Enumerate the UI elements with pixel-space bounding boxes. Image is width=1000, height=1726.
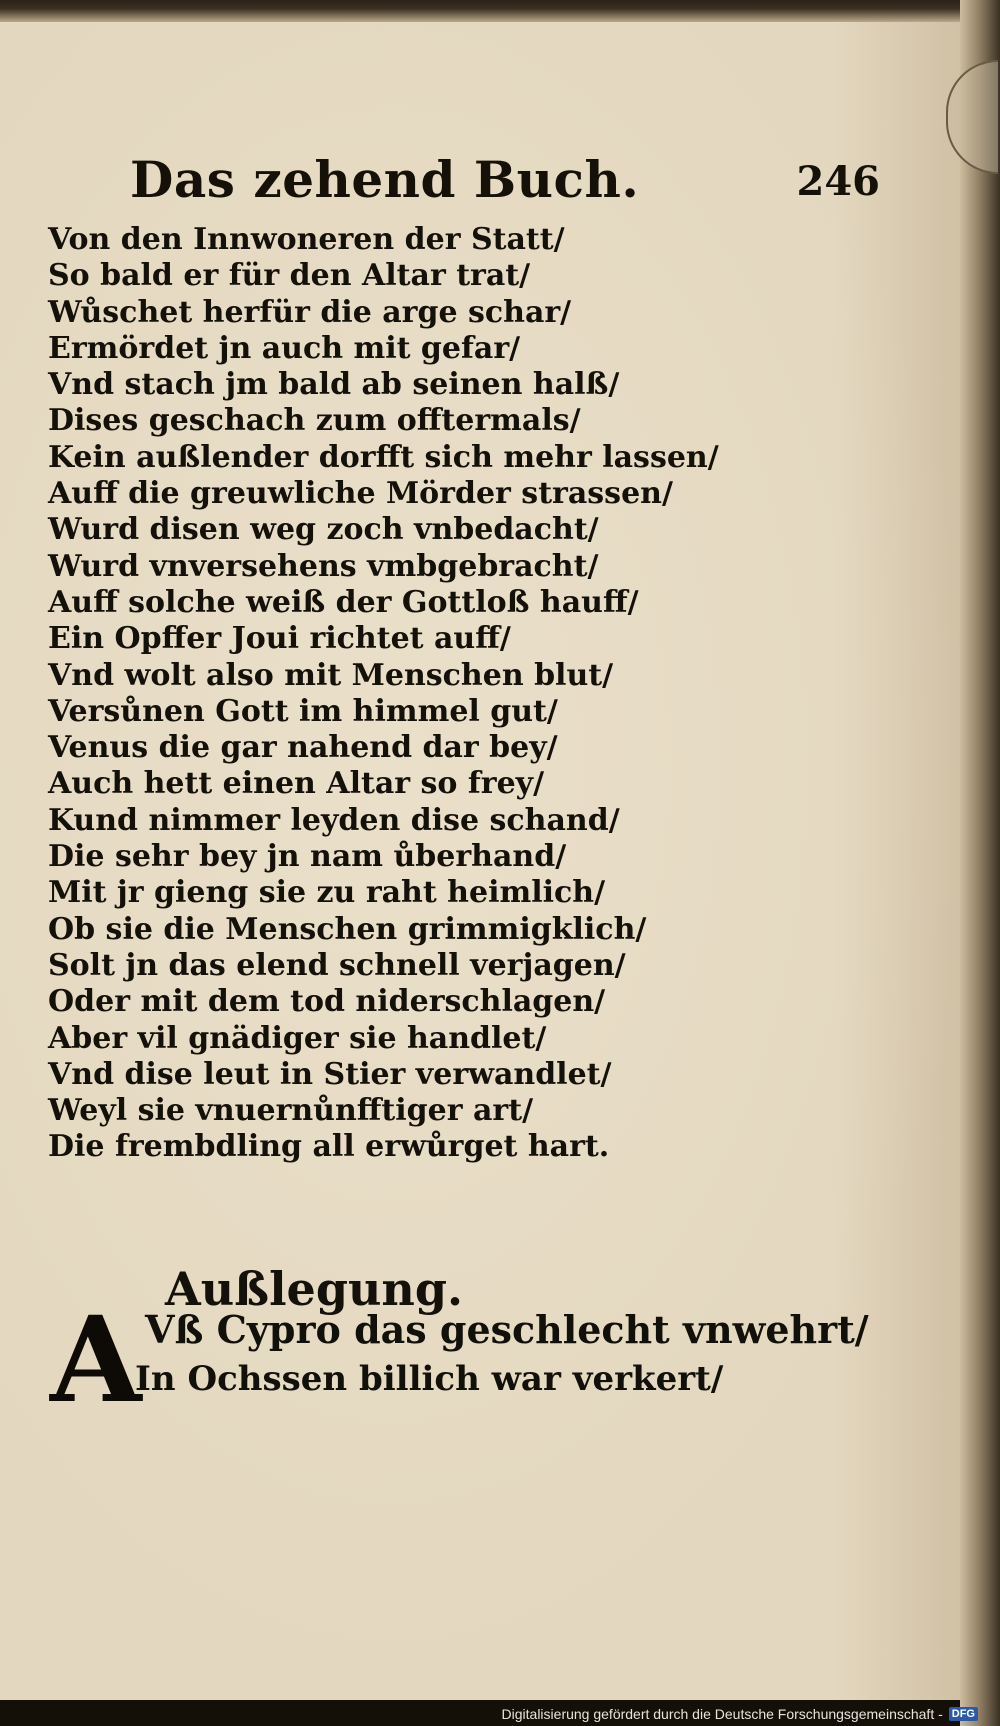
verse-line: Die sehr bey jn nam ůberhand/ [48,839,567,875]
page-header [130,150,900,230]
verse-line: Weyl sie vnuernůnfftiger art/ [48,1093,534,1129]
dfg-logo: DFG [949,1707,978,1721]
page-number: 246 [796,158,880,205]
verse-line: Wurd disen weg zoch vnbedacht/ [48,512,599,548]
page-fore-edge [960,0,1000,1726]
verse-line: Mit jr gieng sie zu raht heimlich/ [48,875,606,911]
verse-line: Wurd vnversehens vmbgebracht/ [48,548,599,584]
verse-line: Dises geschach zum offtermals/ [48,403,581,439]
verse-line: Oder mit dem tod niderschlagen/ [48,984,606,1020]
verse-line: Aber vil gnädiger sie handlet/ [48,1020,547,1056]
credit-text: Digitalisierung gefördert durch die Deutsche Forschungsgemeinschaft - [501,1706,943,1722]
verse-line: Versůnen Gott im himmel gut/ [48,693,558,729]
decorated-initial: A [50,1290,142,1429]
verse-line: Kein außlender dorfft sich mehr lassen/ [48,439,719,475]
verse-line: Von den Innwoneren der Statt/ [48,222,565,257]
section-heading: Außlegung. [165,1262,464,1316]
verse-line: Vnd dise leut in Stier verwandlet/ [48,1056,612,1092]
verse-line: Auch hett einen Altar so frey/ [48,766,545,802]
verse-block [48,222,848,1166]
verse-line: Ein Opffer Joui richtet auff/ [48,621,511,657]
page-top-edge [0,0,982,22]
commentary-block [50,1290,869,1429]
digitization-credit [502,1706,978,1722]
verse-line: Vnd wolt also mit Menschen blut/ [48,657,614,693]
commentary-line: Vß Cypro das geschlecht vnwehrt/ [145,1307,869,1352]
running-title: Das zehend Buch. [130,150,640,209]
verse-line: Kund nimmer leyden dise schand/ [48,802,620,838]
verse-line: So bald er für den Altar trat/ [48,258,531,294]
verse-line: Vnd stach jm bald ab seinen halß/ [48,367,620,403]
verse-line: Ob sie die Menschen grimmigklich/ [48,911,647,947]
verse-line: Auff die greuwliche Mörder strassen/ [48,476,673,512]
verse-line: Wůschet herfür die arge schar/ [48,294,572,330]
verse-line: Ermördet jn auch mit gefar/ [48,330,521,366]
verse-line: Die frembdling all erwůrget hart. [48,1129,610,1165]
verse-line: Venus die gar nahend dar bey/ [48,730,558,766]
verse-line: Auff solche weiß der Gottloß hauff/ [48,584,639,620]
verse-line: Solt jn das elend schnell verjagen/ [48,947,626,983]
commentary-line: In Ochssen billich war verkert/ [135,1359,724,1399]
